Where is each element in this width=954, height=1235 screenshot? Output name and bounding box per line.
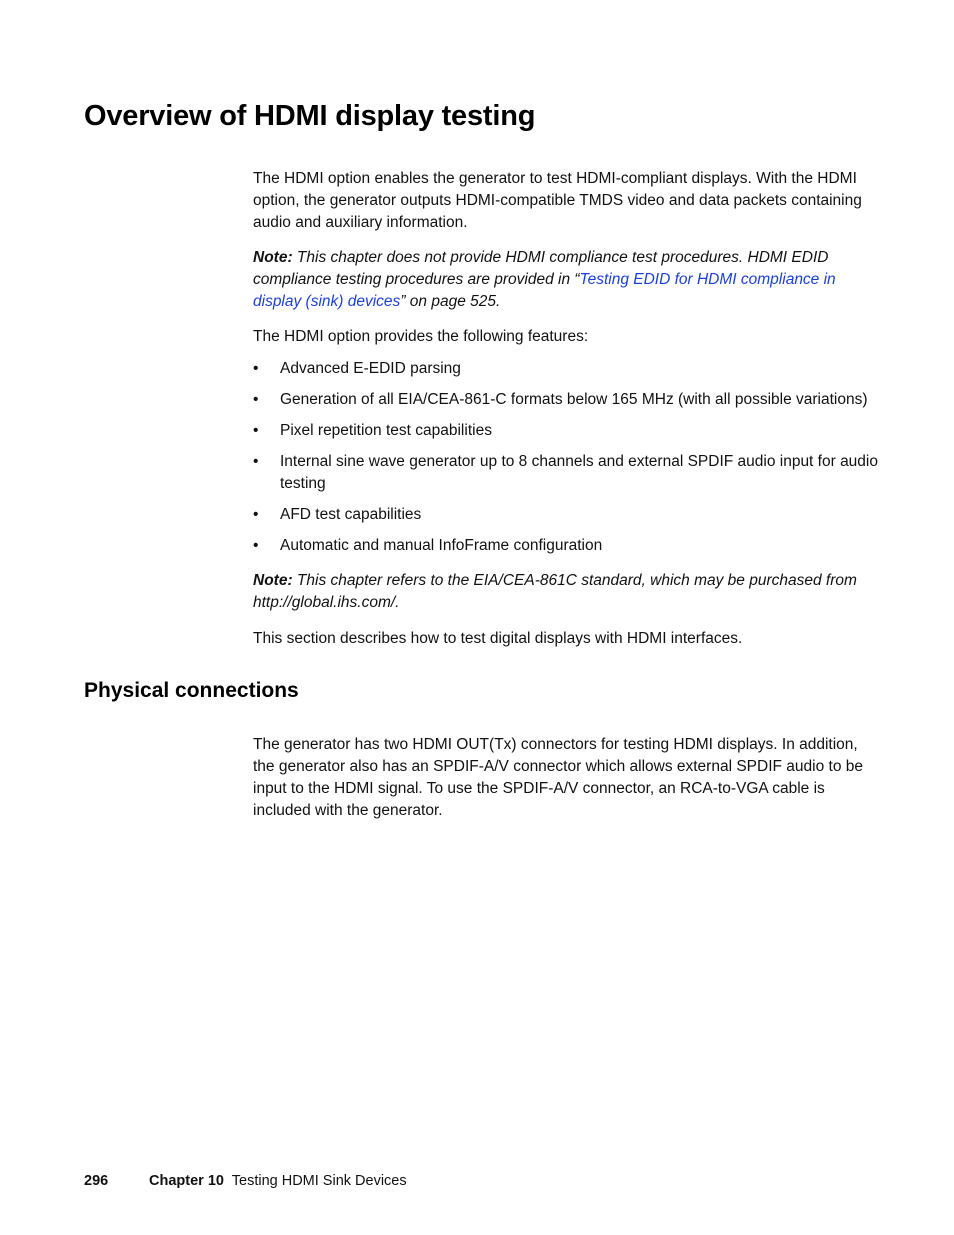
- list-item: • Pixel repetition test capabilities: [253, 420, 878, 442]
- page-footer: [84, 1173, 407, 1189]
- bullet-icon: •: [253, 453, 259, 470]
- note-text-before: This chapter does not provide HDMI compliance test procedures. HDMI EDID compliance testing procedures are provided in “: [253, 249, 829, 288]
- connections-paragraph: The generator has two HDMI OUT(Tx) connectors for testing HDMI displays. In addition, the generator also has an SPDIF-A/V connector which allows external SPDIF audio to be input to the HDMI signal. To use the SPDIF-A/V connector, an RCA-to-VGA cable is included with the generator.: [253, 736, 863, 819]
- bullet-icon: •: [253, 506, 259, 523]
- note-text-after: ” on page 525.: [400, 293, 501, 310]
- list-item: • Automatic and manual InfoFrame configuration: [253, 535, 878, 557]
- section-description: This section describes how to test digital displays with HDMI interfaces.: [253, 630, 743, 647]
- chapter-title: Testing HDMI Sink Devices: [231, 1173, 407, 1189]
- note-hdmi-compliance: [253, 247, 878, 313]
- list-item: • Advanced E-EDID parsing: [253, 358, 878, 380]
- features-intro: The HDMI option provides the following features:: [253, 328, 589, 345]
- page-number: 296: [84, 1173, 109, 1189]
- list-item: • AFD test capabilities: [253, 504, 878, 526]
- list-item: • Generation of all EIA/CEA-861-C formats below 165 MHz (with all possible variations): [253, 389, 878, 411]
- bullet-icon: •: [253, 422, 259, 439]
- bullet-icon: •: [253, 391, 259, 408]
- chapter-label: Chapter 10: [149, 1173, 224, 1189]
- page-title: Overview of HDMI display testing: [84, 100, 536, 132]
- note-text: This chapter refers to the EIA/CEA-861C standard, which may be purchased from http://global.ihs.com/.: [253, 572, 857, 611]
- list-item: • Internal sine wave generator up to 8 channels and external SPDIF audio input for audio testing: [253, 453, 878, 492]
- note-label: Note:: [253, 249, 293, 266]
- intro-paragraph: The HDMI option enables the generator to test HDMI-compliant displays. With the HDMI option, the generator outputs HDMI-compatible TMDS video and data packets containing audio and auxiliary information.: [253, 170, 862, 231]
- features-list: [253, 358, 878, 557]
- note-standard-reference: [253, 570, 878, 614]
- bullet-icon: •: [253, 360, 259, 377]
- connections-body: [253, 734, 878, 822]
- edid-compliance-link[interactable]: Testing EDID for HDMI compliance in display (sink) devices: [253, 271, 836, 310]
- note-label: Note:: [253, 572, 293, 589]
- bullet-icon: •: [253, 537, 259, 554]
- overview-body: [253, 168, 878, 650]
- section-heading-physical-connections: Physical connections: [84, 679, 299, 702]
